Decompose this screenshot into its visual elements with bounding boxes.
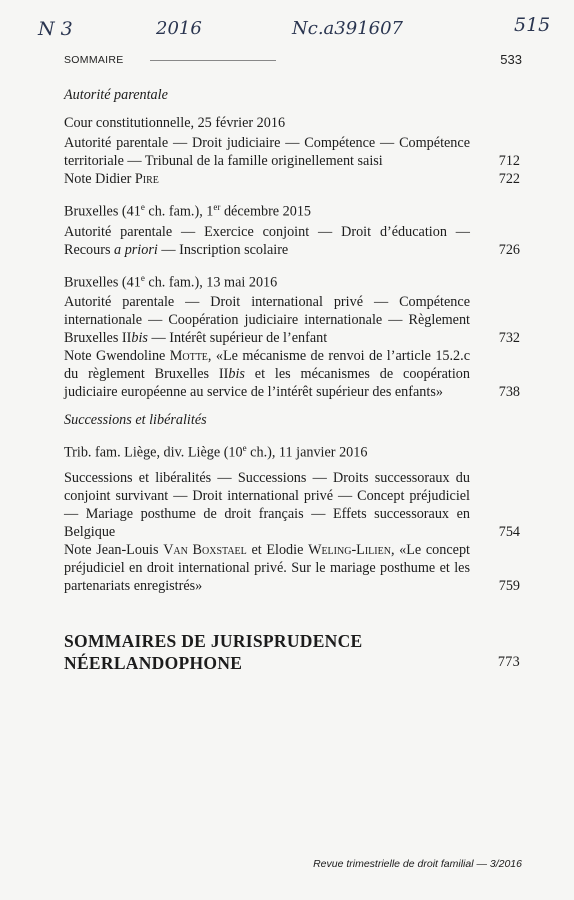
- case-court-3: Bruxelles (41e ch. fam.), 13 mai 2016: [64, 272, 278, 291]
- note-page: 759: [498, 578, 520, 595]
- big-title-page: 773: [497, 654, 520, 670]
- header-rule: [150, 60, 276, 61]
- handwritten-corner-number: 515: [514, 14, 551, 36]
- summary-page: 712: [498, 153, 520, 169]
- summary-text: Successions et libéralités — Successions — Droits successoraux du conjoint survivant — Droit international privé — Concept préjudiciel — Mariage posthume de droit français — Effets successoraux en Belgique: [64, 470, 470, 541]
- summary-text: Autorité parentale — Droit international privé — Compétence internationale — Coopération judiciaire internationale — Règlement Bruxelles IIbis — Intérêt supérieur de l’enfant: [64, 294, 470, 347]
- big-title-line2: NÉERLANDOPHONE: [64, 653, 243, 673]
- page-footer: [313, 858, 522, 870]
- note-text: Note Jean-Louis Van Boxstael et Elodie Weling-Lilien, «Le concept préjudiciel en droit international privé. Sur le mariage posthume et les partenariats enregistrés»: [64, 542, 470, 595]
- note-text: Note Didier Pire: [64, 171, 159, 187]
- note-page: 738: [498, 384, 520, 401]
- summary-text: Autorité parentale — Exercice conjoint — Droit d’éducation — Recours a priori — Inscription scolaire: [64, 223, 470, 258]
- footer-text: Revue trimestrielle de droit familial — 3/2016: [313, 858, 522, 870]
- note-page: 722: [498, 171, 520, 187]
- case-note-3: [64, 347, 520, 401]
- case-note-1: [64, 170, 520, 188]
- case-note-4: [64, 541, 520, 595]
- case-summary-4: [64, 469, 520, 541]
- big-title-line1: SOMMAIRES DE JURISPRUDENCE: [64, 631, 363, 651]
- case-summary-2: [64, 223, 520, 259]
- case-court-2: Bruxelles (41e ch. fam.), 1er décembre 2015: [64, 202, 312, 220]
- summary-page: 732: [498, 330, 520, 347]
- header-title: SOMMAIRE: [64, 54, 124, 66]
- case-summary-3: [64, 293, 520, 347]
- summary-text: Autorité parentale — Droit judiciaire — Compétence — Compétence territoriale — Tribunal de la famille originellement saisi: [64, 135, 470, 169]
- handwritten-issue-number: N 3: [38, 18, 73, 40]
- handwritten-year: 2016: [156, 18, 202, 39]
- handwritten-reference: Nc.a391607: [292, 18, 403, 39]
- author-surname: Pire: [134, 171, 159, 187]
- note-text: Note Gwendoline Motte, «Le mécanisme de renvoi de l’article 15.2.c du règlement Bruxelles IIbis et les mécanismes de coopération judiciaire européenne au service de l’intérêt supérieur des enfants»: [64, 348, 470, 401]
- case-summary-1: [64, 134, 520, 170]
- running-header: [64, 54, 522, 68]
- section-neerlandophone: [64, 630, 520, 674]
- header-page-number: 533: [500, 52, 522, 67]
- summary-page: 754: [498, 524, 520, 541]
- case-court-4: Trib. fam. Liège, div. Liège (10e ch.), 11 janvier 2016: [64, 443, 368, 462]
- case-court-1: Cour constitutionnelle, 25 février 2016: [64, 115, 286, 131]
- section-heading-successions: Successions et libéralités: [64, 412, 207, 429]
- section-heading-autorite-parentale: Autorité parentale: [64, 87, 168, 103]
- summary-page: 726: [498, 241, 520, 258]
- table-of-contents: [64, 86, 520, 595]
